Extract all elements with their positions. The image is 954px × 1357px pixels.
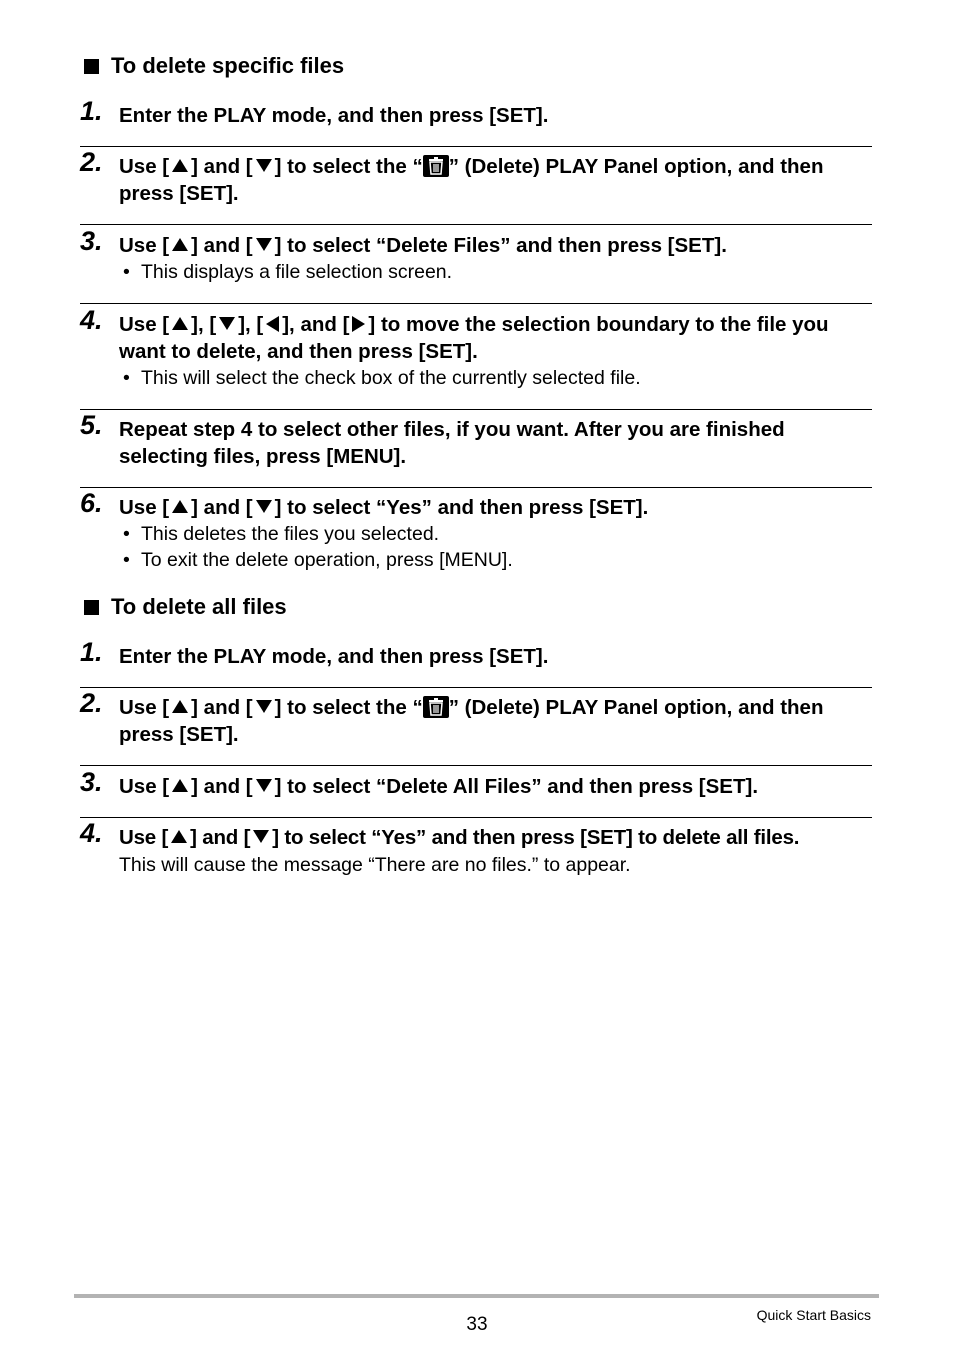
footer-section-label: Quick Start Basics — [756, 1307, 871, 1323]
step-number: 3. — [80, 226, 103, 256]
down-arrow-icon — [256, 159, 272, 172]
step-4 — [80, 305, 872, 391]
down-arrow-icon — [256, 500, 272, 513]
step-text: Use [ ] and [ ] to select the “ ” (Delete) PLAY Panel option, and then press [SET]. — [119, 696, 824, 746]
step-3 — [80, 226, 872, 285]
down-arrow-icon — [256, 779, 272, 792]
step-bullet: • To exit the delete operation, press [MENU]. — [123, 549, 513, 571]
down-arrow-icon — [219, 317, 235, 330]
up-arrow-icon — [172, 238, 188, 251]
divider — [80, 817, 872, 818]
step-text: Use [ ] and [ ] to select “Yes” and then press [SET]. — [119, 496, 649, 519]
step-number: 4. — [80, 818, 103, 848]
step-3 — [80, 767, 872, 800]
footer-rule — [74, 1294, 879, 1298]
down-arrow-icon — [256, 238, 272, 251]
step-number: 1. — [80, 637, 103, 667]
step-text: Use [ ] and [ ] to select “Delete Files” and then press [SET]. — [119, 234, 727, 257]
step-number: 3. — [80, 767, 103, 797]
step-bullet: • This deletes the files you selected. — [123, 523, 440, 545]
section-title-delete-all: To delete all files — [84, 594, 287, 620]
down-arrow-icon — [256, 700, 272, 713]
step-1 — [80, 96, 872, 129]
step-text: Use [ ] and [ ] to select the “ ” (Delete) PLAY Panel option, and then press [SET]. — [119, 155, 824, 205]
divider — [80, 487, 872, 488]
divider — [80, 303, 872, 304]
step-number: 4. — [80, 305, 103, 335]
section-title-delete-specific: To delete specific files — [84, 53, 344, 79]
step-text: Enter the PLAY mode, and then press [SET]. — [119, 645, 549, 668]
trash-icon — [423, 155, 449, 177]
step-text: Use [ ], [ ], [ ], and [ ] to move the selection boundary to the file you want to delete, and then press [SET]. — [119, 313, 829, 363]
page-number: 33 — [466, 1314, 488, 1335]
left-arrow-icon — [266, 316, 279, 332]
step-text: Enter the PLAY mode, and then press [SET]. — [119, 104, 549, 127]
divider — [80, 146, 872, 147]
step-2 — [80, 147, 872, 207]
step-text: Repeat step 4 to select other files, if you want. After you are finished selecting files, press [MENU]. — [119, 418, 785, 468]
down-arrow-icon — [253, 830, 269, 843]
step-bullet: • This displays a file selection screen. — [123, 261, 453, 283]
divider — [80, 765, 872, 766]
up-arrow-icon — [172, 500, 188, 513]
step-bullet: • This will select the check box of the currently selected file. — [123, 367, 641, 389]
square-bullet-icon — [84, 59, 99, 74]
step-text: Use [ ] and [ ] to select “Delete All Files” and then press [SET]. — [119, 775, 759, 798]
step-2 — [80, 688, 872, 748]
up-arrow-icon — [172, 700, 188, 713]
step-number: 1. — [80, 96, 103, 126]
up-arrow-icon — [172, 779, 188, 792]
up-arrow-icon — [171, 830, 187, 843]
step-4 — [80, 818, 872, 879]
step-number: 6. — [80, 488, 103, 518]
step-number: 2. — [80, 688, 103, 718]
step-number: 5. — [80, 410, 103, 440]
divider — [80, 687, 872, 688]
up-arrow-icon — [172, 159, 188, 172]
step-1 — [80, 637, 872, 670]
divider — [80, 224, 872, 225]
step-note: This will cause the message “There are no files.” to appear. — [119, 854, 631, 876]
step-5 — [80, 410, 872, 470]
up-arrow-icon — [172, 317, 188, 330]
right-arrow-icon — [352, 316, 365, 332]
step-6 — [80, 488, 872, 573]
step-text: Use [ ] and [ ] to select “Yes” and then press [SET] to delete all files. — [119, 826, 800, 849]
step-number: 2. — [80, 147, 103, 177]
square-bullet-icon — [84, 600, 99, 615]
divider — [80, 409, 872, 410]
trash-icon — [423, 696, 449, 718]
